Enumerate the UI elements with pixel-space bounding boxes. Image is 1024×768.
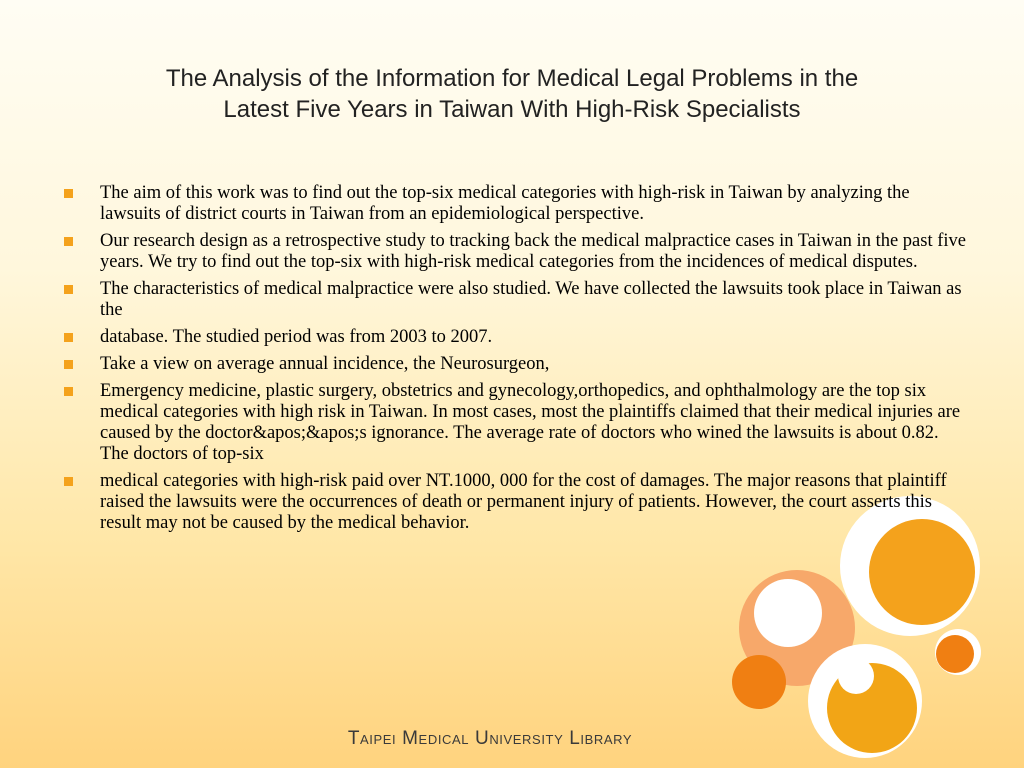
square-bullet-icon	[64, 477, 73, 486]
square-bullet-icon	[64, 387, 73, 396]
decorative-circle	[732, 655, 786, 709]
bullet-item	[62, 471, 967, 534]
bullet-text: Our research design as a retrospective study to tracking back the medical malpractice cases in Taiwan in the past five years. We try to find out the top-six with high-risk medical categories from the incidences of medical disputes.	[100, 231, 966, 272]
decorative-circle	[936, 635, 974, 673]
bullet-item	[62, 381, 967, 465]
bullet-list	[62, 183, 967, 540]
decorative-circle	[754, 579, 822, 647]
square-bullet-icon	[64, 237, 73, 246]
bullet-text: The aim of this work was to find out the top-six medical categories with high-risk in Taiwan by analyzing the lawsuits of district courts in Taiwan from an epidemiological perspective.	[100, 183, 910, 224]
slide-title-line: The Analysis of the Information for Medical Legal Problems in the	[165, 65, 859, 92]
bullet-text: database. The studied period was from 2003 to 2007.	[100, 327, 493, 347]
bullet-text: Emergency medicine, plastic surgery, obstetrics and gynecology,orthopedics, and ophthalmology are the top six medical categories with high risk in Taiwan. In most cases, most the plaintiffs claimed that their medical injuries are caused by the doctor&apos;&apos;s ignorance. The average rate of doctors who wined the lawsuits is about 0.82. The doctors of top-six	[100, 381, 961, 464]
square-bullet-icon	[64, 189, 73, 198]
bullet-item	[62, 183, 967, 225]
square-bullet-icon	[64, 333, 73, 342]
square-bullet-icon	[64, 285, 73, 294]
decorative-circle	[869, 519, 975, 625]
bullet-item	[62, 279, 967, 321]
bullet-text: The characteristics of medical malpractice were also studied. We have collected the lawsuits took place in Taiwan as the	[100, 279, 962, 320]
footer-library-name: Taipei Medical University Library	[347, 728, 633, 749]
bullet-text: Take a view on average annual incidence, the Neurosurgeon,	[100, 354, 550, 374]
decorative-circle	[838, 658, 874, 694]
bullet-item	[62, 231, 967, 273]
bullet-item	[62, 327, 967, 348]
square-bullet-icon	[64, 360, 73, 369]
slide-title-line: Latest Five Years in Taiwan With High-Risk Specialists	[223, 96, 801, 123]
bullet-text: medical categories with high-risk paid over NT.1000, 000 for the cost of damages. The major reasons that plaintiff raised the lawsuits were the occurrences of death or permanent injury of patients. However, the court asserts this result may not be caused by the medical behavior.	[100, 471, 947, 533]
bullet-item	[62, 354, 967, 375]
